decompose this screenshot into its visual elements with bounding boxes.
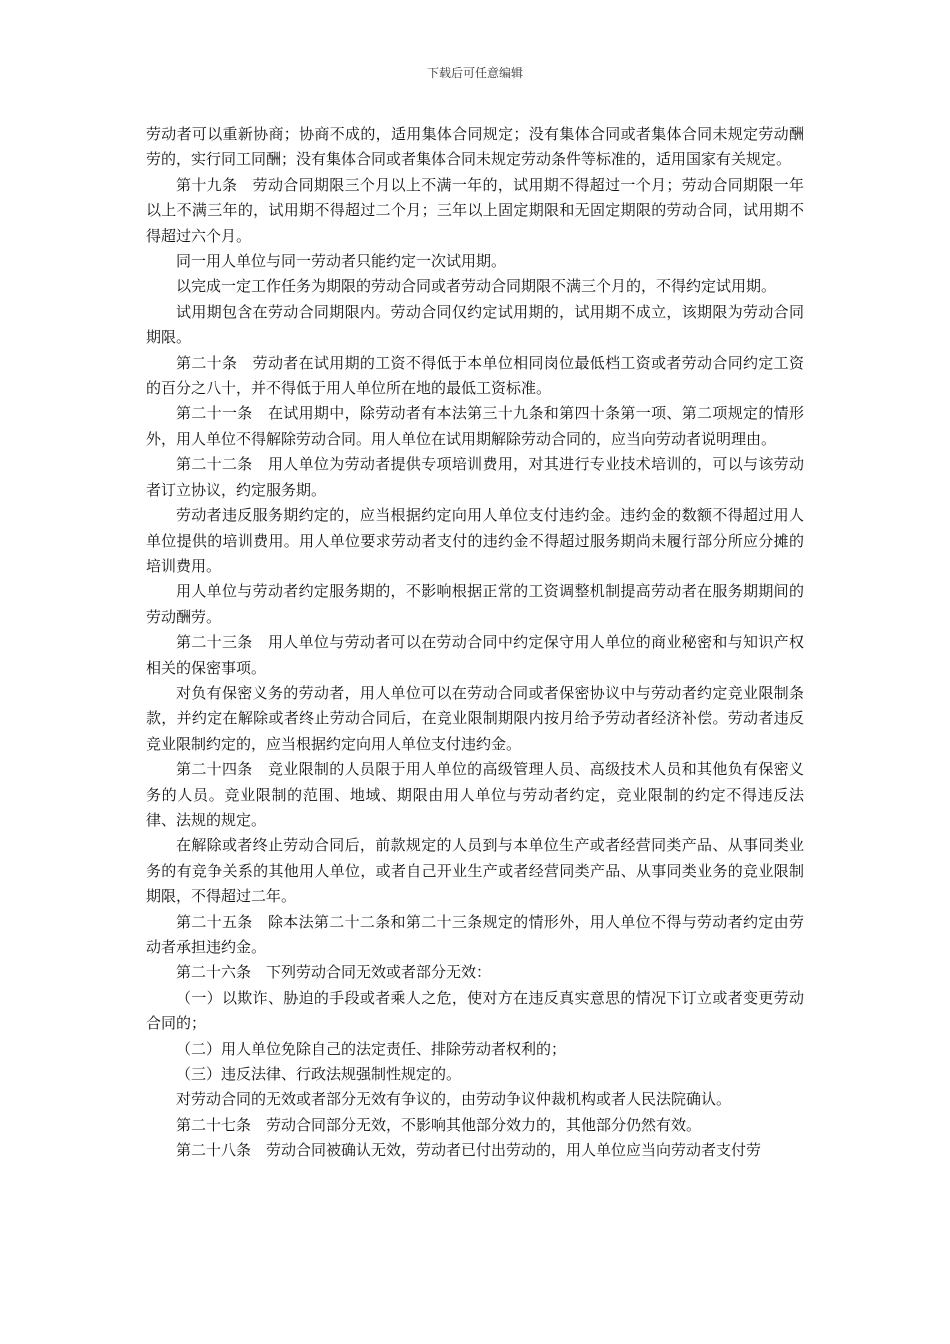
- paragraph: 第二十五条 除本法第二十二条和第二十三条规定的情形外，用人单位不得与劳动者约定由劳动者承担违约金。: [146, 912, 804, 956]
- paragraph: （二）用人单位免除自己的法定责任、排除劳动者权利的；: [176, 1039, 567, 1058]
- paragraph: 第二十四条 竞业限制的人员限于用人单位的高级管理人员、高级技术人员和其他负有保密义务的人员。竞业限制的范围、地域、期限由用人单位与劳动者约定，竞业限制的约定不得违反法律、法规的规定。: [146, 760, 804, 829]
- paragraph: 以完成一定工作任务为期限的劳动合同或者劳动合同期限不满三个月的，不得约定试用期。: [176, 277, 777, 296]
- paragraph: 第二十三条 用人单位与劳动者可以在劳动合同中约定保守用人单位的商业秘密和与知识产权相关的保密事项。: [146, 633, 804, 677]
- paragraph: 第二十一条 在试用期中，除劳动者有本法第三十九条和第四十条第一项、第二项规定的情形外，用人单位不得解除劳动合同。用人单位在试用期解除劳动合同的，应当向劳动者说明理由。: [146, 404, 804, 448]
- paragraph: 对负有保密义务的劳动者，用人单位可以在劳动合同或者保密协议中与劳动者约定竞业限制条款，并约定在解除或者终止劳动合同后，在竞业限制期限内按月给予劳动者经济补偿。劳动者违反竞业限制约定的，应当根据约定向用人单位支付违约金。: [146, 683, 804, 753]
- paragraph: 试用期包含在劳动合同期限内。劳动合同仅约定试用期的，试用期不成立，该期限为劳动合同期限。: [146, 302, 804, 347]
- paragraph: 劳动者可以重新协商；协商不成的，适用集体合同规定；没有集体合同或者集体合同未规定劳动酬劳的，实行同工同酬；没有集体合同或者集体合同未规定劳动条件等标准的，适用国家有关规定。: [146, 125, 804, 169]
- paragraph: 劳动者违反服务期约定的，应当根据约定向用人单位支付违约金。违约金的数额不得超过用人单位提供的培训费用。用人单位要求劳动者支付的违约金不得超过服务期尚未履行部分所应分摊的培训费用。: [146, 506, 804, 575]
- paragraph: （一）以欺诈、胁迫的手段或者乘人之危，使对方在违反真实意思的情况下订立或者变更劳动合同的；: [146, 988, 804, 1033]
- paragraph: 第二十八条 劳动合同被确认无效，劳动者已付出劳动的，用人单位应当向劳动者支付劳: [176, 1141, 762, 1160]
- paragraph: 在解除或者终止劳动合同后，前款规定的人员到与本单位生产或者经营同类产品、从事同类业务的有竞争关系的其他用人单位，或者自己开业生产或者经营同类产品、从事同类业务的竞业限制期限，不得超过二年。: [146, 836, 804, 906]
- paragraph: 第二十二条 用人单位为劳动者提供专项培训费用，对其进行专业技术培训的，可以与该劳动者订立协议，约定服务期。: [146, 455, 804, 499]
- paragraph: 对劳动合同的无效或者部分无效有争议的，由劳动争议仲裁机构或者人民法院确认。: [176, 1090, 732, 1109]
- page-header: 下载后可任意编辑: [426, 66, 523, 80]
- paragraph: 同一用人单位与同一劳动者只能约定一次试用期。: [176, 252, 507, 271]
- paragraph: （三）违反法律、行政法规强制性规定的。: [176, 1065, 462, 1084]
- paragraph: 第二十七条 劳动合同部分无效，不影响其他部分效力的，其他部分仍然有效。: [176, 1115, 702, 1134]
- paragraph: 第二十六条 下列劳动合同无效或者部分无效：: [176, 963, 492, 982]
- paragraph: 第十九条 劳动合同期限三个月以上不满一年的，试用期不得超过一个月；劳动合同期限一年以上不满三年的，试用期不得超过二个月；三年以上固定期限和无固定期限的劳动合同，试用期不得超过六个月。: [146, 175, 804, 245]
- paragraph: 用人单位与劳动者约定服务期的，不影响根据正常的工资调整机制提高劳动者在服务期期间的劳动酬劳。: [146, 582, 804, 626]
- document-body: [146, 122, 804, 1164]
- paragraph: 第二十条 劳动者在试用期的工资不得低于本单位相同岗位最低档工资或者劳动合同约定工资的百分之八十，并不得低于用人单位所在地的最低工资标准。: [146, 353, 804, 398]
